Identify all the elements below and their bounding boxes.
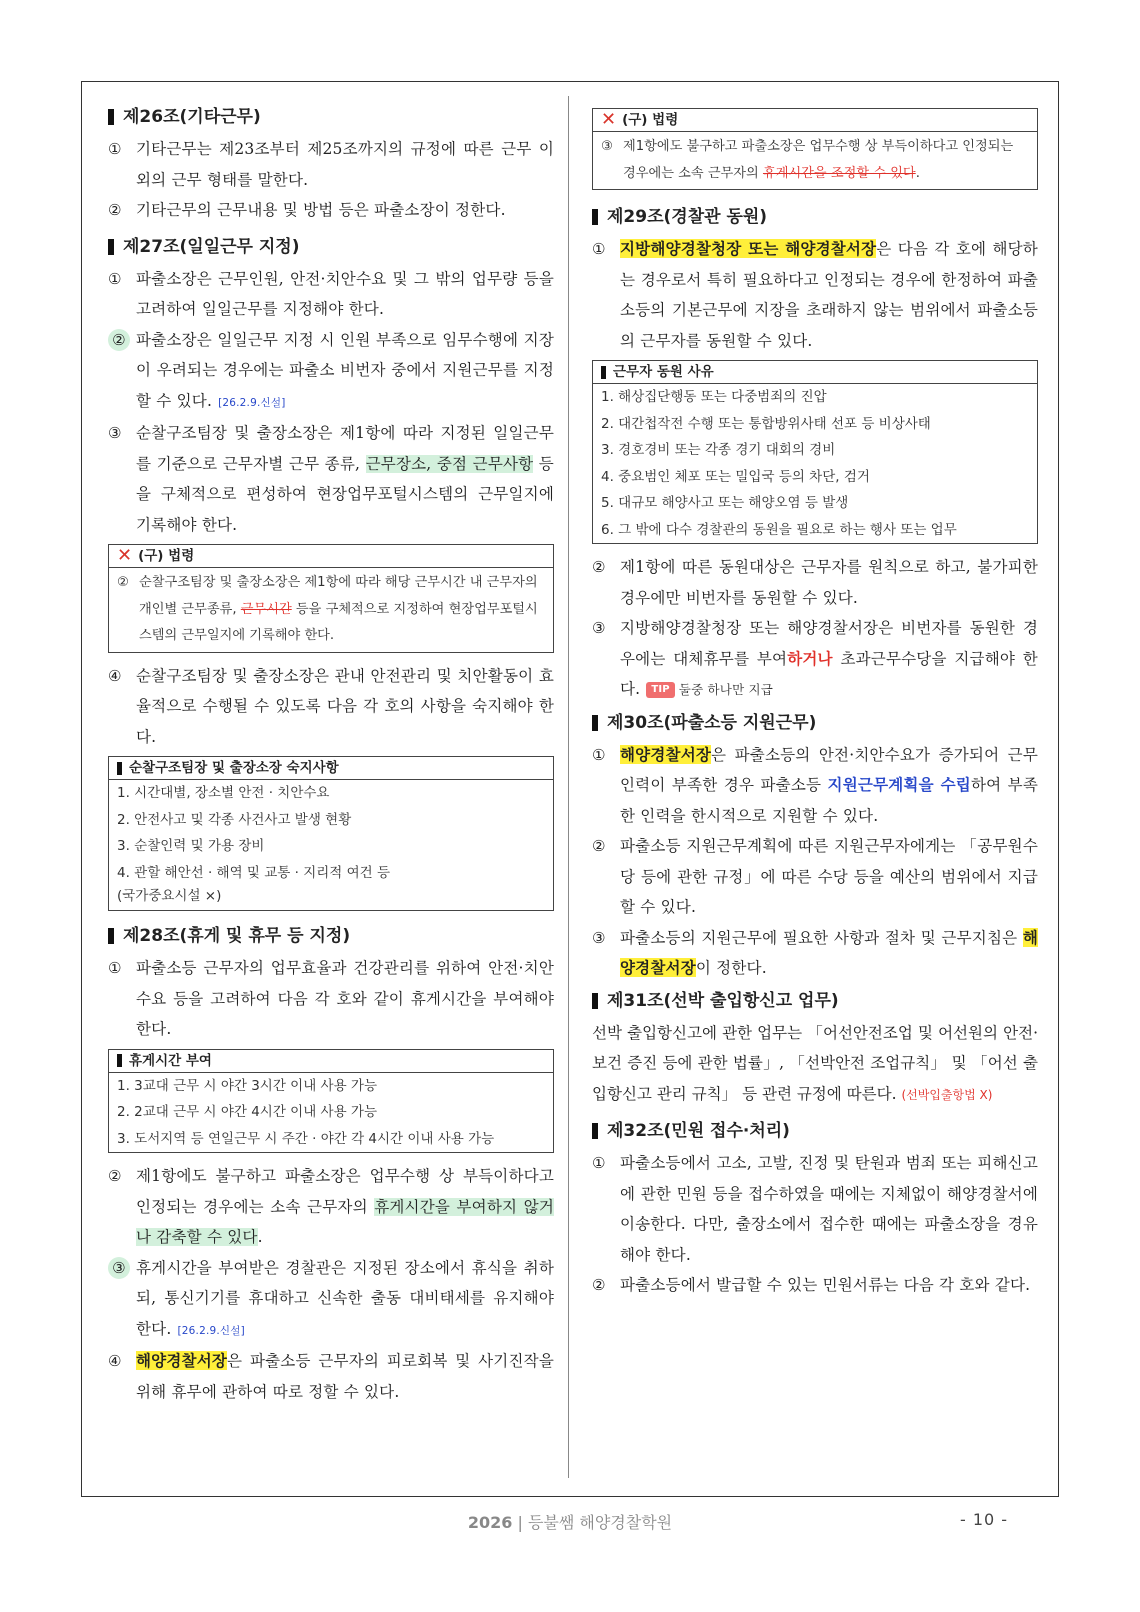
article-27-para-1: ① 파출소장은 근무인원, 안전·치안수요 및 그 밖의 업무량 등을 고려하여 일일근무를 지정해야 한다. — [108, 269, 554, 318]
list-item: 1. 3교대 근무 시 야간 3시간 이내 사용 가능 — [117, 1077, 378, 1094]
article-32-para-2: ② 파출소등에서 발급할 수 있는 민원서류는 다음 각 호와 같다. — [592, 1276, 1031, 1294]
article-29-title: 제29조(경찰관 동원) — [592, 206, 1038, 228]
column-divider — [568, 96, 569, 1478]
article-29-para-1: ① 지방해양경찰청장 또는 해양경찰서장은 다음 각 호에 해당하는 경우로서 특히 필요하다고 인정되는 경우에 한정하여 파출소등의 기본근무에 지장을 초래하지 않는 범위에서 파출소등의 근무자를 동원할 수 있다. — [592, 239, 1038, 350]
highlight-yellow: 해양경찰서장 — [620, 927, 1038, 977]
article-30-para-3: ③ 파출소등의 지원근무에 필요한 사항과 절차 및 근무지침은 해양경찰서장이 정한다. — [592, 927, 1038, 977]
article-29-para-2: ② 제1항에 따른 동원대상은 근무자를 원칙으로 하고, 불가피한 경우에만 비번자를 동원할 수 있다. — [592, 558, 1038, 607]
x-icon: ✕ — [117, 545, 133, 566]
list-item: 1. 해상집단행동 또는 다중범죄의 진압 — [601, 389, 827, 405]
old-law-box: ✕ (구) 법령 ② 순찰구조팀장 및 출장소장은 제1항에 따라 해당 근무시간 내 근무자의 개인별 근무종류, 근무시간 등을 구체적으로 지정하여 현장업무포털시스템의 근무일지에 기록해야 한다. — [108, 544, 554, 653]
list-item: 2. 안전사고 및 각종 사건사고 발생 현황 — [117, 811, 352, 828]
new-provision-tag: [26.2.9.신설] — [177, 1324, 245, 1337]
article-28-para-2: ② 제1항에도 불구하고 파출소장은 업무수행 상 부득이하다고 인정되는 경우에는 소속 근무자의 휴게시간을 부여하지 않거나 감축할 수 있다. — [108, 1167, 554, 1246]
old-law-box: ✕ (구) 법령 ③ 제1항에도 불구하고 파출소장은 업무수행 상 부득이하다고 인정되는 경우에는 소속 근무자의 휴게시간을 조정할 수 있다. — [592, 108, 1038, 190]
article-30-para-1: ① 해양경찰서장은 파출소등의 안전·치안수요가 증가되어 근무인력이 부족한 경우 파출소등 지원근무계획을 수립하여 부족한 인력을 한시적으로 지원할 수 있다. — [592, 744, 1039, 825]
heading-marker — [592, 993, 598, 1009]
x-icon: ✕ — [601, 109, 617, 130]
highlight-yellow: 해양경찰서장 — [620, 744, 712, 764]
heading-marker — [108, 109, 114, 125]
duty-knowledge-box: 순찰구조팀장 및 출장소장 숙지사항 1. 시간대별, 장소별 안전 · 치안수요 2. 안전사고 및 각종 사건사고 발생 현황 3. 순찰인력 및 가용 장비 4. 관할 해안선 · 해역 및 교통 · 지리적 여건 등 (국가중요시설 ×) — [108, 756, 554, 911]
list-item: 4. 중요범인 체포 또는 밀입국 등의 차단, 검거 — [601, 468, 870, 485]
list-item: 3. 경호경비 또는 각종 경기 대회의 경비 — [601, 442, 836, 458]
heading-marker — [117, 762, 122, 775]
heading-marker — [108, 928, 114, 944]
new-provision-tag: [26.2.9.신설] — [218, 396, 286, 409]
footer-branding: 2026 | 등불쌤 해양경찰학원 — [467, 1513, 673, 1532]
article-28-para-1: ① 파출소등 근무자의 업무효율과 건강관리를 위하여 안전·치안수요 등을 고려하여 다음 각 호와 같이 휴게시간을 부여해야 한다. — [108, 959, 554, 1038]
struck-text: 근무시간 — [240, 601, 292, 617]
struck-text: 휴게시간을 조정할 수 있다 — [762, 165, 916, 181]
highlight-green: 휴게시간을 부여하지 않거나 감축할 수 있다 — [136, 1197, 554, 1246]
mobilization-reasons-box: 근무자 동원 사유 1. 해상집단행동 또는 다중범죄의 진압 2. 대간첩작전 수행 또는 통합방위사태 선포 등 비상사태 3. 경호경비 또는 각종 경기 대회의 경비 4. 중요범인 체포 또는 밀입국 등의 차단, 검거 5. 대규모 해양사고 또는 해양오염 등 발생 6. 그 밖에 다수 경찰관의 동원을 필요로 하는 행사 또는 업무 — [592, 360, 1038, 544]
list-item: 1. 시간대별, 장소별 안전 · 치안수요 — [117, 785, 330, 801]
red-note: (국가중요시설 ×) — [117, 888, 222, 904]
article-26-para-1: ① 기타근무는 제23조부터 제25조까지의 규정에 따른 근무 이외의 근무 형태를 말한다. — [108, 140, 554, 189]
tip-note: 둘중 하나만 지급 — [678, 682, 774, 697]
list-item: 3. 도서지역 등 연일근무 시 주간 · 야간 각 4시간 이내 사용 가능 — [117, 1130, 495, 1147]
left-column — [108, 104, 554, 1407]
article-27-title: 제27조(일일근무 지정) — [108, 236, 554, 258]
article-27-para-4: ④ 순찰구조팀장 및 출장소장은 관내 안전관리 및 치안활동이 효율적으로 수행될 수 있도록 다음 각 호의 사항을 숙지해야 한다. — [108, 666, 554, 746]
page-number: - 10 - — [960, 1510, 1009, 1529]
heading-marker — [592, 209, 598, 225]
article-31-body: 선박 출입항신고에 관한 업무는 「어선안전조업 및 어선원의 안전·보건 증진 등에 관한 법률」, 「선박안전 조업규칙」 및 「어선 출입항신고 관리 규칙」 등 관련 규정에 따른다. (선박입출항법 X) — [592, 1023, 1038, 1103]
heading-marker — [601, 366, 606, 379]
list-item: 2. 2교대 근무 시 야간 4시간 이내 사용 가능 — [117, 1104, 378, 1120]
emphasis-blue: 지원근무계획을 수립 — [827, 775, 971, 794]
heading-marker — [592, 1123, 598, 1139]
rest-time-box: 휴게시간 부여 1. 3교대 근무 시 야간 3시간 이내 사용 가능 2. 2교대 근무 시 야간 4시간 이내 사용 가능 3. 도서지역 등 연일근무 시 주간 · 야간 각 4시간 이내 사용 가능 — [108, 1049, 554, 1154]
article-31-title: 제31조(선박 출입항신고 업무) — [592, 990, 1038, 1012]
list-item: 6. 그 밖에 다수 경찰관의 동원을 필요로 하는 행사 또는 업무 — [601, 521, 957, 538]
list-item: 2. 대간첩작전 수행 또는 통합방위사태 선포 등 비상사태 — [601, 415, 931, 432]
article-28-para-3: ③ 휴게시간을 부여받은 경찰관은 지정된 장소에서 휴식을 취하되, 통신기기를 휴대하고 신속한 출동 대비태세를 유지해야 한다. [26.2.9.신설] — [108, 1253, 554, 1347]
list-item: 5. 대규모 해양사고 또는 해양오염 등 발생 — [601, 495, 849, 511]
emphasis-red: 하거나 — [787, 648, 833, 668]
right-column — [592, 108, 1038, 1301]
article-27-para-2: ② 파출소장은 일일근무 지정 시 인원 부족으로 임무수행에 지장이 우려되는 경우에는 파출소 비번자 중에서 지원근무를 지정할 수 있다. [26.2.9.신설] — [108, 325, 554, 419]
highlight-green: 근무장소, 중점 근무사항 — [365, 454, 534, 473]
tip-badge: TIP — [646, 682, 674, 698]
article-32-para-1: ① 파출소등에서 고소, 고발, 진정 및 탄원과 범죄 또는 피해신고에 관한 민원 등을 접수하였을 때에는 지체없이 해양경찰서에 이송한다. 다만, 출장소에서 접수한 때에는 파출소장을 경유해야 한다. — [592, 1154, 1038, 1264]
article-30-para-2: ② 파출소등 지원근무계획에 따른 지원근무자에게는 「공무원수당 등에 관한 규정」에 따른 수당 등을 예산의 범위에서 지급할 수 있다. — [592, 837, 1038, 916]
heading-marker — [592, 715, 598, 731]
red-note: (선박입출항법 X) — [901, 1087, 993, 1102]
article-29-para-3: ③ 지방해양경찰청장 또는 해양경찰서장은 비번자를 동원한 경우에는 대체휴무를 부여하거나 초과근무수당을 지급해야 한다. TIP 둘중 하나만 지급 — [592, 619, 1038, 698]
heading-marker — [108, 239, 114, 255]
article-26-title: 제26조(기타근무) — [108, 106, 554, 128]
article-30-title: 제30조(파출소등 지원근무) — [592, 712, 1038, 734]
highlight-yellow: 지방해양경찰청장 또는 해양경찰서장 — [620, 239, 877, 258]
list-item: 4. 관할 해안선 · 해역 및 교통 · 지리적 여건 등 — [117, 864, 391, 881]
article-32-title: 제32조(민원 접수·처리) — [592, 1120, 1038, 1142]
article-28-para-4: ④ 해양경찰서장은 파출소등 근무자의 피로회복 및 사기진작을 위해 휴무에 관하여 따로 정할 수 있다. — [108, 1351, 554, 1401]
heading-marker — [117, 1054, 122, 1067]
list-item: 3. 순찰인력 및 가용 장비 — [117, 838, 265, 854]
article-26-para-2: ② 기타근무의 근무내용 및 방법 등은 파출소장이 정한다. — [108, 201, 506, 219]
article-27-para-3: ③ 순찰구조팀장 및 출장소장은 제1항에 따라 지정된 일일근무를 기준으로 근무자별 근무 종류, 근무장소, 중점 근무사항 등을 구체적으로 편성하여 현장업무포털시스템의 근무일지에 기록해야 한다. — [108, 424, 554, 534]
article-28-title: 제28조(휴게 및 휴무 등 지정) — [108, 925, 554, 947]
highlight-yellow: 해양경찰서장 — [136, 1351, 228, 1370]
